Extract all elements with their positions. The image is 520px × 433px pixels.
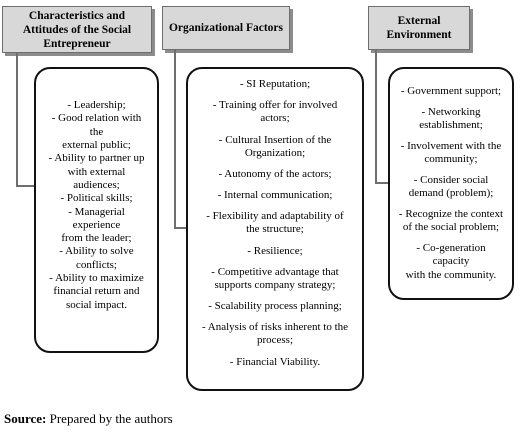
list-item-line: - Flexibility and adaptability of xyxy=(206,210,344,223)
list-item xyxy=(398,140,504,167)
list-item-line: - Networking xyxy=(421,105,481,118)
list-item xyxy=(196,78,354,91)
header-line: Organizational Factors xyxy=(168,22,284,34)
list-item-line: - Ability to maximize xyxy=(49,272,144,285)
source-text: Prepared by the authors xyxy=(46,411,173,426)
list-item-line: community; xyxy=(424,153,478,166)
list-item-line: conflicts; xyxy=(76,258,117,271)
list-item xyxy=(398,208,504,235)
list-item-line: with external audiences; xyxy=(67,165,126,191)
card-organizational-factors xyxy=(186,67,364,391)
list-item-line: of the social problem; xyxy=(402,221,500,234)
list-item-line: establishment; xyxy=(419,119,483,132)
list-item xyxy=(44,152,149,192)
list-item-line: actors; xyxy=(260,112,290,125)
header-text xyxy=(169,21,283,35)
card-external-environment xyxy=(388,67,514,300)
header-organizational-factors xyxy=(162,6,290,50)
list-item-line: - Ability to solve xyxy=(59,245,134,258)
list-item-line: - Leadership; xyxy=(67,99,126,111)
list-item xyxy=(196,356,354,369)
list-item-line: the structure; xyxy=(246,223,304,236)
list-item-line: - Co-generation capacity xyxy=(416,242,486,268)
list-item xyxy=(44,112,149,152)
list-item xyxy=(196,134,354,161)
list-item xyxy=(196,189,354,202)
list-item-line: - Resilience; xyxy=(247,244,303,257)
list-item-line: - Government support; xyxy=(400,85,502,97)
list-item-line: - Good relation with the xyxy=(51,112,142,138)
list-item xyxy=(196,266,354,293)
connector-line-1 xyxy=(16,185,34,187)
list-item xyxy=(196,99,354,126)
list-item xyxy=(44,206,149,246)
card-characteristics xyxy=(34,67,159,353)
header-line: Attitudes of the Social xyxy=(22,23,132,36)
list-item xyxy=(196,300,354,313)
list-item xyxy=(398,106,504,133)
list-item-line: - SI Reputation; xyxy=(239,78,311,90)
list-item-line: - Training offer for involved xyxy=(212,99,338,112)
connector-line-2 xyxy=(174,227,186,229)
list-item-line: - Political skills; xyxy=(60,192,133,205)
header-external-environment xyxy=(368,6,470,50)
list-item xyxy=(196,168,354,181)
list-item-line: Organization; xyxy=(244,146,306,159)
header-line: Characteristics and xyxy=(28,9,126,22)
list-item xyxy=(398,85,504,98)
list-item xyxy=(44,272,149,312)
source-note xyxy=(4,411,173,427)
header-text xyxy=(387,14,452,42)
list-item-line: - Consider social xyxy=(413,173,489,186)
list-item xyxy=(398,242,504,282)
source-label: Source: xyxy=(4,411,47,426)
list-item-line: - Competitive advantage that xyxy=(211,265,339,278)
connector-line-3 xyxy=(375,50,377,183)
list-item xyxy=(196,321,354,348)
list-item-line: - Involvement with the xyxy=(400,139,502,152)
header-line: Environment xyxy=(386,29,452,41)
list-item-line: - Scalability process planning; xyxy=(208,300,342,313)
header-line: Entrepreneur xyxy=(43,37,111,50)
list-item-line: external public; xyxy=(62,138,131,151)
list-item-line: - Internal communication; xyxy=(217,189,333,202)
list-item-line: - Autonomy of the actors; xyxy=(218,167,332,180)
list-item-line: - Ability to partner up xyxy=(48,152,145,165)
header-characteristics xyxy=(2,6,152,53)
list-item-line: process; xyxy=(256,334,294,347)
list-item xyxy=(44,245,149,272)
list-item-line: from the leader; xyxy=(61,232,132,245)
list-item xyxy=(44,192,149,205)
list-item xyxy=(196,210,354,237)
list-item-line: supports company strategy; xyxy=(214,278,336,291)
list-item xyxy=(196,245,354,258)
header-line: External xyxy=(397,15,441,27)
connector-line-2 xyxy=(174,50,176,228)
connector-line-3 xyxy=(375,182,388,184)
list-item-line: demand (problem); xyxy=(408,187,494,200)
list-item-line: - Financial Viability. xyxy=(229,355,321,368)
list-item-line: - Analysis of risks inherent to the xyxy=(201,321,349,334)
list-item-line: social impact. xyxy=(65,298,128,311)
list-item-line: with the community. xyxy=(405,268,497,281)
header-text xyxy=(23,9,131,51)
list-item-line: financial return and xyxy=(53,285,140,298)
list-item xyxy=(398,174,504,201)
list-item-line: - Managerial experience xyxy=(68,205,125,231)
list-item xyxy=(44,99,149,112)
list-item-line: - Recognize the context xyxy=(398,208,504,221)
connector-line-1 xyxy=(16,53,18,186)
list-item-line: - Cultural Insertion of the xyxy=(218,133,332,146)
